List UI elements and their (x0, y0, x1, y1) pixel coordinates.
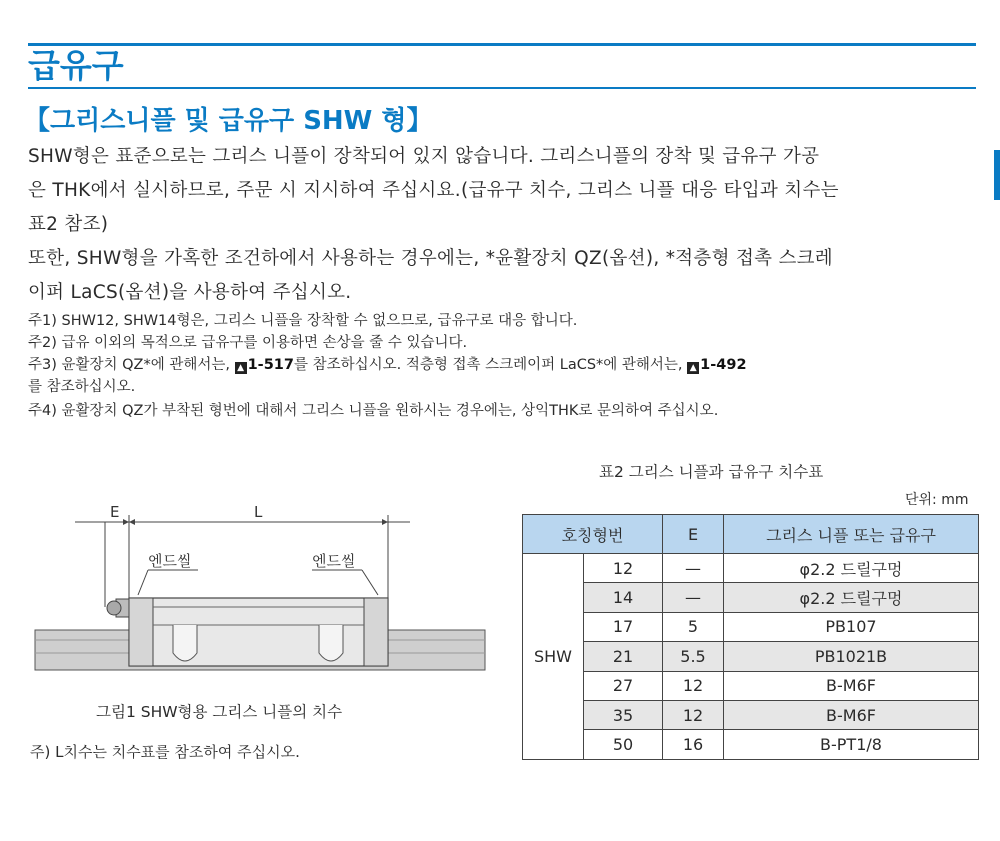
table-header-row (523, 515, 979, 554)
option-line-2: 이퍼 LaCS(옵션)을 사용하여 주십시오. (28, 282, 352, 303)
nipple-cell: B-M6F (724, 700, 979, 729)
page-reference-link[interactable] (235, 357, 294, 373)
size-cell: 35 (584, 700, 663, 729)
size-cell: 50 (584, 730, 663, 759)
table-row (523, 700, 979, 729)
page-reference-1: 1-517 (247, 357, 294, 373)
grease-nipple-head (107, 601, 121, 615)
table-row (523, 583, 979, 612)
intro-paragraph (28, 140, 978, 242)
note-3 (28, 354, 978, 398)
figure-caption: 그림1 SHW형용 그리스 니플의 치수 (96, 703, 343, 721)
size-cell: 12 (584, 554, 663, 583)
page-reference-2: 1-492 (700, 357, 747, 373)
dim-label-l: L (254, 503, 263, 521)
table-row (523, 730, 979, 759)
header-model-number: 호칭형번 (523, 515, 663, 554)
e-cell: 5 (663, 612, 724, 641)
side-index-tab (994, 150, 1000, 200)
intro-line-1: SHW형은 표준으로는 그리스 니플이 장착되어 있지 않습니다. 그리스니플의 장착 및 급유구 가공 (28, 146, 820, 167)
figure-note: 주) L치수는 치수표를 참조하여 주십시오. (30, 743, 300, 761)
title-rule-bottom (28, 87, 976, 89)
e-cell: — (663, 554, 724, 583)
size-cell: 21 (584, 642, 663, 671)
note-3-text-b: 를 참조하십시오. 적층형 접촉 스크레이퍼 LaCS*에 관해서는, (293, 357, 688, 373)
page-reference-link[interactable] (687, 357, 746, 373)
size-cell: 14 (584, 583, 663, 612)
option-paragraph (28, 242, 978, 310)
end-seal-right (364, 598, 388, 666)
mounting-hole (173, 625, 197, 661)
intro-line-3: 표2 참조) (28, 214, 109, 235)
e-cell: 12 (663, 700, 724, 729)
e-cell: 16 (663, 730, 724, 759)
shw-block-drawing (30, 495, 490, 675)
option-line-1: 또한, SHW형을 가혹한 조건하에서 사용하는 경우에는, *윤활장치 QZ(옵션), *적층형 접촉 스크레 (28, 248, 833, 269)
leader-line (138, 570, 148, 595)
table-row (523, 612, 979, 641)
table-row (523, 554, 979, 583)
mounting-hole (319, 625, 343, 661)
e-cell: — (663, 583, 724, 612)
table-row (523, 671, 979, 700)
dim-arrow (123, 519, 129, 525)
nipple-cell: PB107 (724, 612, 979, 641)
table-caption: 표2 그리스 니플과 급유구 치수표 (599, 463, 824, 481)
title-rule-top (28, 43, 976, 46)
size-cell: 17 (584, 612, 663, 641)
header-nipple: 그리스 니플 또는 급유구 (724, 515, 979, 554)
section-title: 【그리스니플 및 급유구 SHW 형】 (24, 106, 433, 136)
nipple-cell: φ2.2 드릴구멍 (724, 554, 979, 583)
size-cell: 27 (584, 671, 663, 700)
note-2: 주2) 급유 이외의 목적으로 급유구를 이용하면 손상을 줄 수 있습니다. (28, 335, 468, 351)
nipple-cell: PB1021B (724, 642, 979, 671)
nipple-cell: φ2.2 드릴구멍 (724, 583, 979, 612)
end-seal-label-right: 엔드씰 (312, 552, 356, 570)
dim-arrow (129, 519, 135, 525)
grease-nipple-table (522, 514, 979, 760)
note-3-text-c: 를 참조하십시오. (28, 379, 136, 395)
e-cell: 5.5 (663, 642, 724, 671)
dim-label-e: E (110, 503, 120, 521)
note-1: 주1) SHW12, SHW14형은, 그리스 니플을 장착할 수 없으므로, 급유구로 대응 합니다. (28, 313, 578, 329)
unit-label: 단위: mm (905, 492, 969, 508)
note-4: 주4) 윤활장치 QZ가 부착된 형번에 대해서 그리스 니플을 원하시는 경우에는, 상익THK로 문의하여 주십시오. (28, 403, 719, 419)
e-cell: 12 (663, 671, 724, 700)
reference-page-icon: ▲ (235, 362, 247, 374)
nipple-cell: B-M6F (724, 671, 979, 700)
header-e: E (663, 515, 724, 554)
reference-page-icon: ▲ (687, 362, 699, 374)
page-title: 급유구 (28, 46, 124, 85)
leader-line (362, 570, 378, 595)
model-cell: SHW (523, 554, 584, 760)
end-seal-left (129, 598, 153, 666)
lm-block (129, 598, 388, 666)
end-seal-label-left: 엔드씰 (148, 552, 192, 570)
intro-line-2: 은 THK에서 실시하므로, 주문 시 지시하여 주십시요.(급유구 치수, 그리스 니플 대응 타입과 치수는 (28, 180, 839, 201)
note-3-text-a: 주3) 윤활장치 QZ*에 관해서는, (28, 357, 235, 373)
dim-arrow (382, 519, 388, 525)
nipple-cell: B-PT1/8 (724, 730, 979, 759)
table-row (523, 642, 979, 671)
